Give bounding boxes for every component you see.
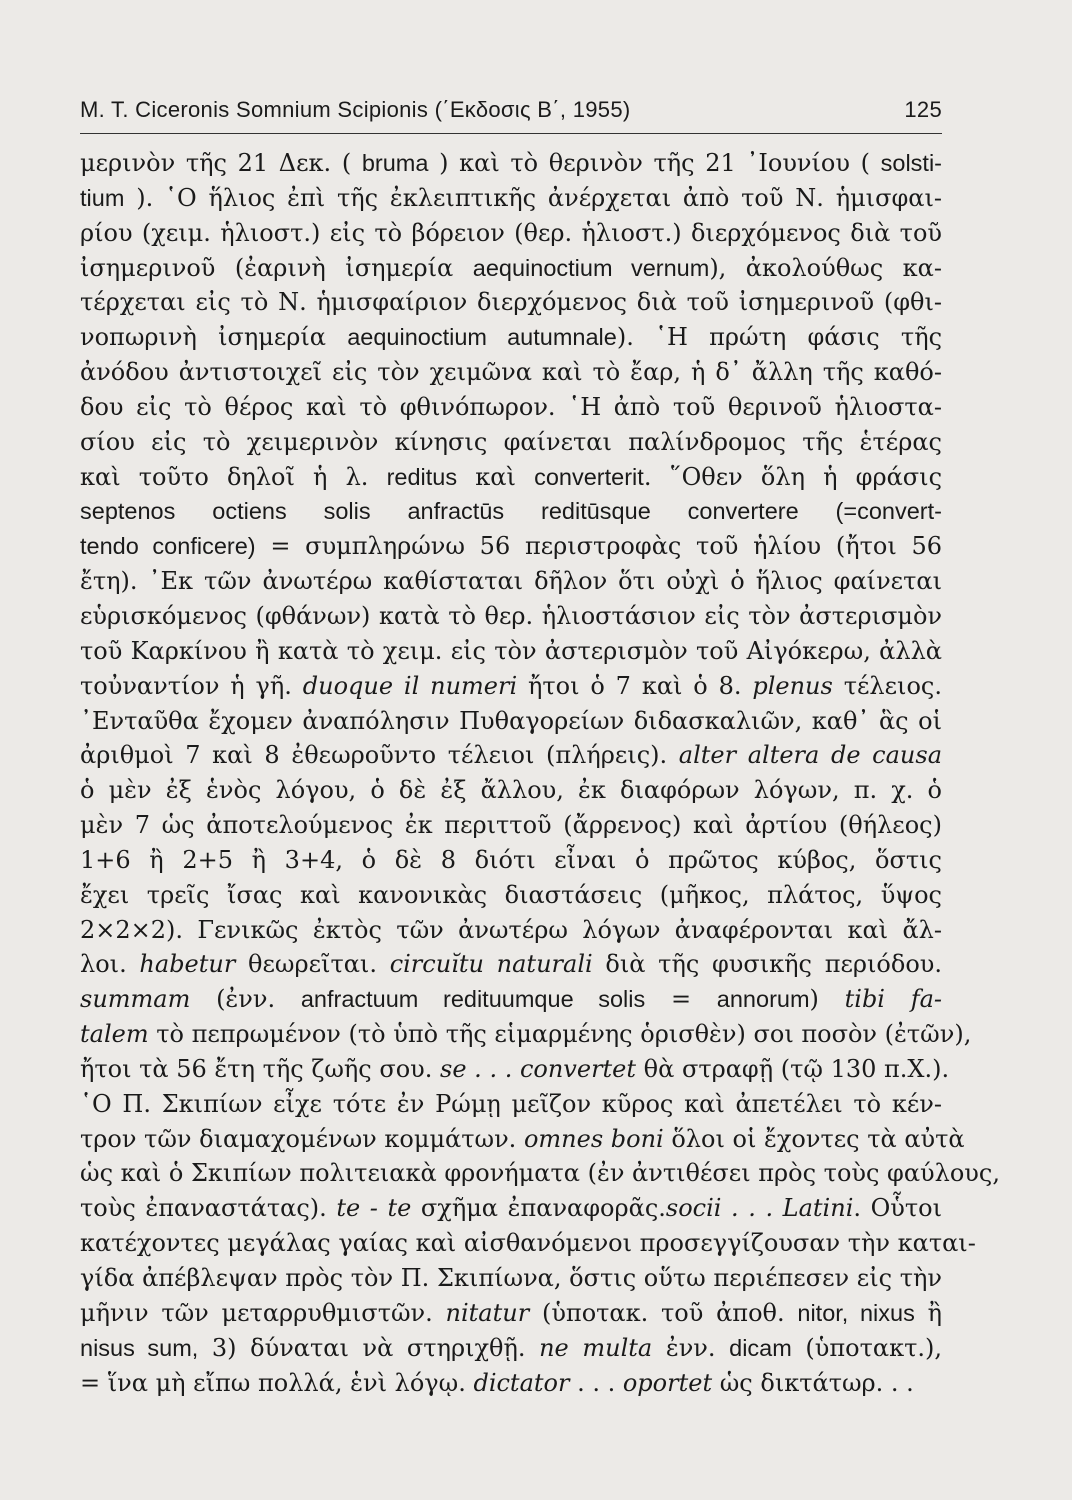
text-segment: ) — [809, 985, 845, 1014]
text-line — [80, 320, 942, 355]
text-segment: σχῆμα ἐπαναφορᾶς. — [411, 1194, 666, 1223]
text-segment: ἢ — [914, 1298, 943, 1327]
text-segment: ἔτη). ᾿Εκ τῶν ἀνωτέρω καθίσταται δῆλον ὅτι οὐχὶ ὁ ἥλιος φαίνεται — [80, 567, 942, 596]
text-line — [80, 1331, 942, 1366]
text-segment: . Οὗτοι — [853, 1194, 942, 1223]
text-segment: κατέχοντες μεγάλας γαίας καὶ αἰσθανόμενοι προσεγγίζουσαν τὴν καται- — [80, 1229, 976, 1258]
text-segment: = — [645, 985, 717, 1014]
text-line — [80, 1017, 972, 1052]
text-segment: σίου εἰς τὸ χειμερινὸν κίνησις φαίνεται παλίνδρομος τῆς ἑτέρας — [80, 427, 942, 456]
text-segment: ὡς καὶ ὁ Σκιπίων πολιτειακὰ φρονήματα (ἐν ἀντιθέσει πρὸς τοὺς φαύλους, — [80, 1159, 1000, 1188]
text-segment: nisus sum, — [80, 1334, 199, 1361]
text-line — [80, 1261, 942, 1296]
text-line — [80, 216, 942, 251]
text-segment: ρίου (χειμ. ἡλιοστ.) εἰς τὸ βόρειον (θερ. ἡλιοστ.) διερχόμενος διὰ τοῦ — [80, 218, 942, 247]
text-segment: aequinoctium vernum — [472, 254, 710, 281]
text-line — [80, 913, 942, 948]
text-segment: tendo conficere) — [80, 533, 256, 560]
text-segment: omnes boni — [523, 1124, 664, 1153]
text-line — [80, 146, 942, 181]
text-segment: te - te — [336, 1194, 412, 1223]
text-segment: 3) δύναται νὰ στηριχθῇ. — [198, 1333, 540, 1362]
text-segment: (ἐνν. — [190, 985, 301, 1014]
text-segment: γίδα ἀπέβλεψαν πρὸς τὸν Π. Σκιπίωνα, ὅστις οὕτω περιέπεσεν εἰς τὴν — [80, 1264, 942, 1292]
text-segment: ὡς δικτάτωρ. . . — [712, 1368, 914, 1397]
text-segment: νοπωρινὴ ἰσημερία — [80, 323, 348, 352]
text-line — [80, 251, 942, 286]
text-segment: δου εἰς τὸ θέρος καὶ τὸ φθινόπωρον. ῾Η ἀπὸ τοῦ θερινοῦ ἡλιοστα- — [80, 392, 942, 421]
text-line — [80, 1191, 942, 1226]
text-segment: μὲν 7 ὡς ἀποτελούμενος ἐκ περιττοῦ (ἄρρενος) καὶ ἀρτίου (θήλεος) — [80, 811, 942, 840]
text-segment: nitatur — [445, 1298, 530, 1327]
text-segment: μῆνιν τῶν μεταρρυθμιστῶν. — [80, 1298, 446, 1327]
text-line — [80, 982, 942, 1017]
text-line — [80, 1226, 976, 1261]
text-segment: τρον τῶν διαμαχομένων κομμάτων. — [80, 1124, 524, 1153]
text-segment: ). ῾Η πρώτη φάσις τῆς — [616, 323, 943, 352]
text-line — [80, 878, 942, 913]
text-segment: bruma — [361, 150, 429, 176]
text-line — [80, 355, 942, 390]
text-segment: dicam — [729, 1334, 792, 1361]
text-segment: ἤτοι τὰ 56 ἔτη τῆς ζωῆς σου. — [80, 1054, 441, 1083]
text-line — [80, 634, 942, 669]
text-segment: = ἵνα μὴ εἴπω πολλά, ἑνὶ λόγῳ. — [80, 1368, 474, 1397]
text-segment: ὅλοι οἱ ἔχοντες τὰ αὐτὰ — [663, 1124, 965, 1153]
text-segment: τοὐναντίον ἡ γῆ. — [80, 671, 303, 700]
text-line — [80, 390, 942, 425]
text-segment: ὁ μὲν ἐξ ἑνὸς λόγου, ὁ δὲ ἐξ ἄλλου, ἐκ διαφόρων λόγων, π. χ. ὁ — [80, 776, 942, 805]
text-segment: summam — [80, 985, 191, 1014]
text-segment: θὰ στραφῇ (τῷ 130 π.Χ.). — [636, 1054, 950, 1083]
text-line — [80, 1366, 942, 1401]
text-line — [80, 460, 942, 495]
text-segment: ne multa — [539, 1333, 653, 1362]
text-segment: nitor, nixus — [797, 1299, 915, 1326]
text-segment: habetur — [139, 950, 236, 979]
text-line — [80, 669, 942, 704]
text-segment: ἔχει τρεῖς ἴσας καὶ κανονικὰς διαστάσεις (μῆκος, πλάτος, ὕψος — [80, 880, 942, 909]
text-segment: reditus — [386, 463, 458, 490]
text-segment: anfractuum redituumque solis — [300, 986, 646, 1013]
text-segment: septenos octiens solis anfractūs reditūsque convertere (=convert- — [80, 498, 942, 525]
text-segment: ἰσημερινοῦ (ἐαρινὴ ἰσημερία — [80, 253, 473, 282]
text-line — [80, 1296, 942, 1331]
text-segment: ἐνν. — [652, 1333, 730, 1362]
text-line — [80, 529, 942, 564]
text-line — [80, 947, 942, 982]
text-segment: aequinoctium autumnale — [347, 324, 617, 351]
text-line — [80, 773, 942, 808]
text-segment: 1+6 ἢ 2+5 ἢ 3+4, ὁ δὲ 8 διότι εἶναι ὁ πρῶτος κύβος, ὅστις — [80, 845, 942, 874]
text-segment: θεωρεῖται. — [235, 950, 390, 979]
text-line — [80, 1156, 1000, 1191]
text-segment: ἀνόδου ἀντιστοιχεῖ εἰς τὸν χειμῶνα καὶ τὸ ἔαρ, ἡ δ᾿ ἄλλη τῆς καθό- — [80, 358, 942, 387]
text-segment: . . . — [569, 1368, 623, 1397]
text-line — [80, 808, 942, 843]
text-segment: ) καὶ τὸ θερινὸν τῆς 21 ᾿Ιουνίου ( — [428, 149, 881, 177]
text-segment: circuĭtu naturali — [389, 950, 593, 979]
text-segment: converterit — [534, 463, 644, 490]
text-segment: καὶ τοῦτο δηλοῖ ἡ λ. — [80, 462, 387, 491]
text-segment: oportet — [622, 1368, 713, 1397]
text-segment: μερινὸν τῆς 21 Δεκ. ( — [80, 149, 362, 177]
text-segment: 2×2×2). Γενικῶς ἐκτὸς τῶν ἀνωτέρω λόγων ἀναφέρονται καὶ ἄλ- — [80, 915, 942, 944]
text-segment: ῾Ο Π. Σκιπίων εἶχε τότε ἐν Ρώμῃ μεῖζον κῦρος καὶ ἀπετέλει τὸ κέν- — [80, 1089, 942, 1118]
text-segment: tibi fa- — [844, 985, 942, 1014]
text-segment: se . . . convertet — [440, 1054, 637, 1083]
text-segment: ). ῾Ο ἥλιος ἐπὶ τῆς ἐκλειπτικῆς ἀνέρχεται ἀπὸ τοῦ Ν. ἡμισφαι- — [124, 183, 942, 212]
text-line — [80, 1087, 942, 1122]
text-segment: διὰ τῆς φυσικῆς περιόδου. — [592, 950, 942, 979]
page-number: 125 — [904, 97, 942, 122]
text-line — [80, 1052, 950, 1087]
text-line — [80, 843, 942, 878]
text-segment: καὶ — [457, 462, 535, 491]
text-segment: (ὑποτακτ.), — [791, 1333, 942, 1362]
text-segment: εὑρισκόμενος (φθάνων) κατὰ τὸ θερ. ἡλιοστάσιον εἰς τὸν ἀστερισμὸν — [80, 601, 942, 630]
text-segment: ᾿Ενταῦθα ἔχομεν ἀναπόλησιν Πυθαγορείων διδασκαλιῶν, καθ᾿ ἃς οἱ — [80, 706, 942, 735]
running-header — [80, 97, 942, 134]
text-segment: = συμπληρώνω 56 περιστροφὰς τοῦ ἡλίου (ἤτοι 56 — [255, 532, 942, 561]
text-segment: plenus — [752, 671, 833, 700]
text-segment: ), ἀκολούθως κα- — [709, 253, 943, 282]
text-segment: λοι. — [80, 950, 140, 979]
text-segment: . ῞Οθεν ὅλη ἡ φράσις — [643, 462, 943, 491]
text-segment: talem — [80, 1020, 149, 1049]
text-segment: tium — [80, 184, 125, 211]
text-segment: alter altera de causa — [678, 741, 943, 770]
text-line — [80, 1122, 965, 1157]
text-segment: socii . . . Latini — [665, 1194, 854, 1223]
running-title: M. T. Ciceronis Somnium Scipionis (΄Εκδοσις Β΄, 1955) — [80, 97, 631, 122]
text-line — [80, 494, 942, 529]
text-segment: ἤτοι ὁ 7 καὶ ὁ 8. — [517, 671, 753, 700]
text-segment: annorum — [716, 986, 810, 1013]
text-segment: τέρχεται εἰς τὸ Ν. ἡμισφαίριον διερχόμενος διὰ τοῦ ἰσημερινοῦ (φθι- — [80, 288, 942, 317]
text-segment: τοὺς ἐπαναστάτας). — [80, 1194, 337, 1223]
text-segment: ἀριθμοὶ 7 καὶ 8 ἐθεωροῦντο τέλειοι (πλήρεις). — [80, 741, 679, 770]
text-segment: τὸ πεπρωμένον (τὸ ὑπὸ τῆς εἱμαρμένης ὁρισθὲν) σοι ποσὸν (ἐτῶν), — [148, 1020, 972, 1049]
text-line — [80, 425, 942, 460]
text-segment: duoque il numeri — [302, 671, 518, 700]
text-line — [80, 704, 942, 739]
text-line — [80, 181, 942, 216]
commentary-text — [80, 146, 1000, 1400]
text-segment: (ὑποτακ. τοῦ ἀποθ. — [529, 1298, 798, 1327]
text-segment: τέλειος. — [832, 671, 942, 700]
text-line — [80, 599, 942, 634]
text-segment: τοῦ Καρκίνου ἢ κατὰ τὸ χειμ. εἰς τὸν ἀστερισμὸν τοῦ Αἰγόκερω, ἀλλὰ — [80, 636, 942, 665]
text-line — [80, 564, 942, 599]
text-segment: dictator — [473, 1368, 570, 1397]
text-line — [80, 285, 942, 320]
text-segment: solsti- — [880, 150, 943, 176]
text-line — [80, 738, 942, 773]
